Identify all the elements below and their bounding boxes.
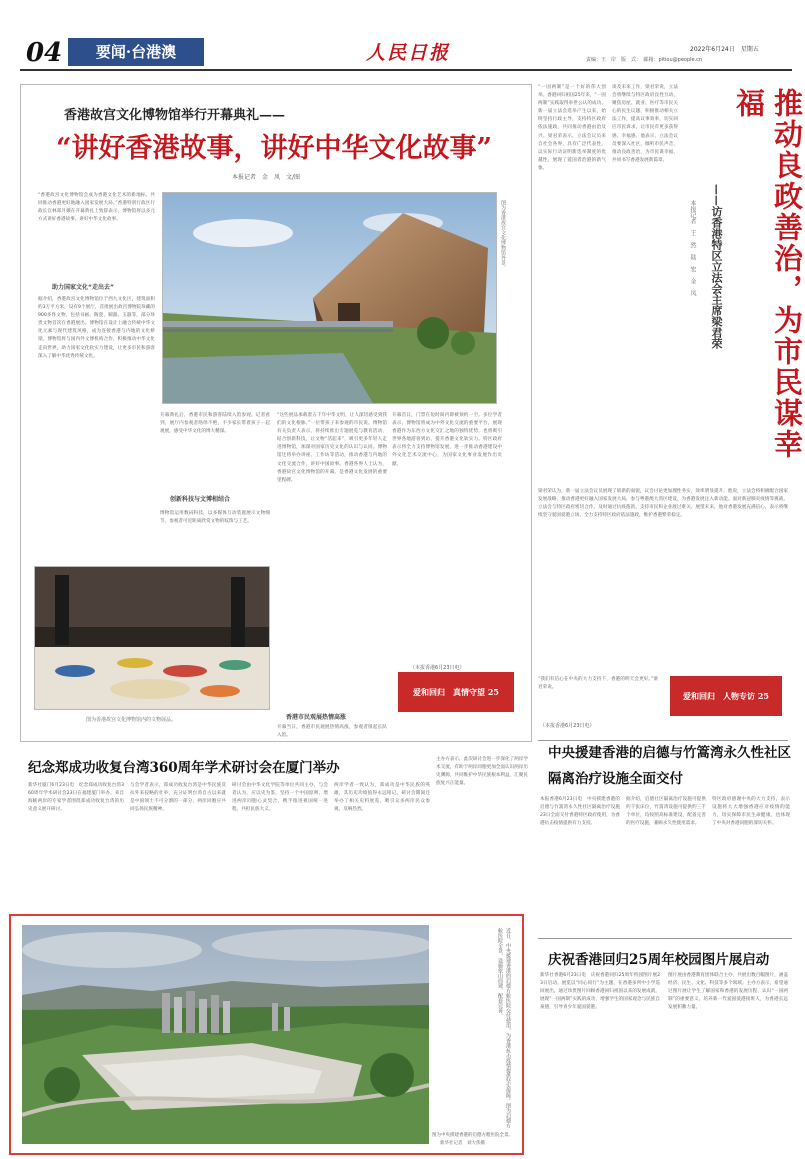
body-column: 开幕当日，香港市民观展热情高涨，参观者排起长队入馆。	[277, 725, 387, 738]
body-column: “这些展品承载着五千年中华文明，让人深切感受到我们的文化根脉。”一位带孩子来参观的市民说。博物馆有关负责人表示，将持续推出专题展览与教育活动，结合创新科技，让文物“活起来”，吸引更多年轻人走进博物馆，加深对国家历史文化的认识与认同。博物馆还将举办讲座、工作坊等活动，推动香港与内地的文化交流合作，讲好中国故事。香港各界人士认为，香港故宫文化博物馆的开幕，是香港文化发展的重要里程碑。	[277, 413, 387, 483]
body-column: 据介绍，启德社区隔离治疗设施可提供约千张床位，竹篙湾设施可提供约三千个单位，均按照高标准建设，配备完善的医疗设施，兼顾永久性使用需求。	[626, 797, 706, 827]
body-column: “香港故宫文化博物馆会成为香港文化艺术的新地标，共同推动香港更好地融入国家发展大局。”香港特别行政区行政长官林郑月娥在开幕典礼上致辞表示，博物馆将以多元方式讲好香港故事、讲好中华文化故事。	[38, 193, 155, 223]
subhead-1: 助力国家文化“走出去”	[52, 284, 114, 291]
aerial-caption: 图为中央援建香港的启德方舱医院全景。	[432, 1133, 513, 1138]
subhead-3: 香港市民观展热情高涨	[286, 714, 347, 721]
top-story-headline: “讲好香港故事，讲好中华文化故事”	[56, 133, 493, 164]
body-column: 据介绍，香港故宫文化博物馆位于西九文化区，建筑面积约3万平方米，设有9个展厅，首批展出故宫博物院珍藏的900多件文物，包括书画、陶瓷、铜器、玉器等，部分珍贵文物首次在香港展出。博物馆在设计上融合传统中华文化元素与现代建筑风格，成为连接香港与内地的文化桥梁。博物馆将与国内外文博机构合作，积极推动中华文化走向世界，助力国家文化软实力建设，让更多市民和游客深入了解中华优秀传统文化。	[38, 297, 155, 359]
interview-headline: 推动良政善治，为市民谋幸福	[732, 88, 804, 460]
photo-caption-vertical: 近日，中央援建香港的启德方舱医院交付使用，为香港抗击疫情提供坚实保障。图为启德方舱医院全景，设施依山而建，配套完善。	[497, 928, 511, 1128]
body-column: 特区政府感谢中央的大力支持，表示设施将大大增强香港应对疫情的能力，切实保障市民生命健康，也体现了中央对香港同胞的深切关怀。	[712, 797, 790, 827]
photo-caption: 图为香港故宫文化博物馆内的文物展品。	[86, 717, 177, 723]
body-column: “一国两制”是一个好的伟大创举。香港回归祖国25年来，“一国两制”实践取得举世公认的成功。新一届立法会选举产生以来，始终坚持行政主导，支持特区政府依法施政，共同推动香港由治及兴。梁君荣表示，立法会议员来自社会各界，具有广泛代表性，以实际行动证明新选举制度的优越性，展现了爱国者治港的新气象。	[538, 85, 606, 171]
issue-date: 2022年6月24日 星期五	[690, 46, 759, 53]
top-story-source: （本报香港6月23日电）	[410, 665, 465, 671]
body-column: 新华社香港6月23日电 庆祝香港回归25周年校园图片展23日启动。展览以“同心同行”为主题，在香港多所中小学巡回展出，通过珍贵图片回顾香港回归祖国以来的发展成就，展现“一国两制”实践的成功，增强学生的国家观念与民族自豪感，引导青少年爱国爱港。	[540, 973, 660, 1011]
campus-headline: 庆祝香港回归25周年校园图片展启动	[548, 952, 770, 968]
editor-line: 责编：王 岸 版 式： 邮箱：pitiou@people.cn	[586, 57, 703, 63]
interview-badge: 爱和回归 人物专访 25	[670, 676, 782, 716]
masthead-logo: 人民日报	[366, 42, 451, 64]
top-story-byline: 本报记者 金 凤 文/图	[232, 174, 301, 181]
body-column: 图片展由香港教育团体联合主办，共展出数百幅图片，涵盖经济、民生、文化、科技等多个领域。主办方表示，希望通过图片展让学生了解国家和香港的发展历程，认识“一国两制”的重要意义，培养新一代爱国爱港接班人，为香港长远发展积蓄力量。	[668, 973, 788, 1011]
body-column: 两岸学者一致认为，郑成功是中华民族的英雄，其历史功绩值得永远铭记。研讨会期间还举办了相关史料展览，吸引众多两岸民众参观，反响热烈。	[334, 783, 430, 813]
photo-credit: 新华社记者 刘大伟摄	[440, 1141, 485, 1146]
body-column: 与会学者表示，郑成功收复台湾是中华民族反抗外来侵略的壮举，充分证明台湾自古以来就是中国领土不可分割的一部分，两岸同胞应共同弘扬民族精神。	[130, 783, 226, 813]
subhead-2: 创新科技与文博相结合	[170, 496, 231, 503]
body-column: “我们有信心在中央的大力支持下，香港的明天会更好。”梁君荣说。	[538, 677, 658, 691]
divider	[538, 938, 792, 939]
top-story-kicker: 香港故宫文化博物馆举行开幕典礼——	[64, 108, 286, 123]
body-column: 开幕典礼后，香港市民和游客陆续入馆参观。记者看到，展厅内参观者络绎不绝，不少家长带着孩子一起观展，感受中华文化的博大精深。	[160, 413, 270, 435]
section-band: 要闻·台港澳	[68, 38, 204, 66]
body-column: 梁君荣认为，新一届立法会议员展现了崭新的面貌，议会讨论更加理性务实，效率明显提升。他说，立法会将积极配合国家发展战略，推动香港更好融入国家发展大局，参与粤港澳大湾区建设，为香港发展注入新动能。面对新冠肺炎疫情等挑战，立法会与特区政府密切合作，及时通过抗疫拨款，支持市民和企业渡过难关。展望未来，他对香港发展充满信心，表示将继续坚守爱国爱港立场，全力支持特区政府依法施政，维护香港繁荣稳定。	[538, 489, 788, 519]
body-column: 本报香港6月23日电 中央援建香港的启德与竹篙湾永久性社区隔离治疗设施23日全面交付香港特区政府使用，为香港抗击疫情提供有力支持。	[540, 797, 620, 827]
museum-photo	[162, 192, 497, 404]
photo-caption-vertical: 图为香港故宫文化博物馆外景。	[500, 200, 506, 270]
interview-byline: 本报记者 王 然 陆 宏 金 凤	[689, 200, 696, 296]
body-column: 博物馆运用数码科技，以多媒体互动装置展示文物细节，参观者可近距离欣赏文物的纹饰与工艺。	[160, 511, 270, 525]
anniversary-badge: 爱和回归 真情守望 25	[398, 672, 514, 712]
body-column: 主办方表示，此次研讨会进一步深化了两岸学术交流，有助于两岸同胞更加全面认识两岸历史渊源，共同维护中华民族根本利益，汇聚民族复兴正能量。	[436, 757, 528, 787]
body-column: 谈及未来工作，梁君荣说，立法会将继续与特区政府良性互动，聚焦房屋、就业、医疗等市民关心的民生议题，积极推动相关立法工作，提高议事效率，切实回应市民诉求，让市民有更多获得感、幸福感。他表示，立法会议员要深入社区，倾听市民声音，推动良政善治，为市民谋幸福，共同书写香港发展新篇章。	[612, 85, 678, 163]
page-number: 04	[26, 38, 63, 68]
zheng-headline: 纪念郑成功收复台湾360周年学术研讨会在厦门举办	[28, 760, 340, 776]
exhibit-photo	[34, 566, 270, 710]
body-column: 新华社厦门6月23日电 纪念郑成功收复台湾360周年学术研讨会23日在福建厦门举办。来自海峡两岸的专家学者围绕郑成功收复台湾的历史意义展开研讨。	[28, 783, 124, 813]
aid-headline: 中央援建香港的启德与竹篙湾永久性社区隔离治疗设施全面交付	[548, 745, 791, 787]
body-column: 开幕首日，门票在短时间内即被预约一空。多位学者表示，博物馆将成为中外文化交流的重要平台，展现香港作为东西方文化交汇之地的独特优势，也将吸引世界各地游客到访，提升香港文化软实力。特区政府表示将全力支持博物馆发展，进一步推动香港建设中外文化艺术交流中心，为国家文化事业发展作出贡献。	[392, 413, 502, 467]
interview-subtitle: ——访香港特区立法会主席梁君荣	[710, 184, 723, 349]
masthead-rule	[20, 69, 792, 71]
aerial-photo	[22, 925, 429, 1144]
interview-source: （本报香港6月23日电）	[540, 723, 595, 729]
body-column: 研讨会由中华文化学院等单位共同主办，与会者认为，应以史为鉴，坚持一个中国原则，增进两岸同胞心灵契合，携手推进祖国统一进程，共担民族大义。	[232, 783, 328, 813]
